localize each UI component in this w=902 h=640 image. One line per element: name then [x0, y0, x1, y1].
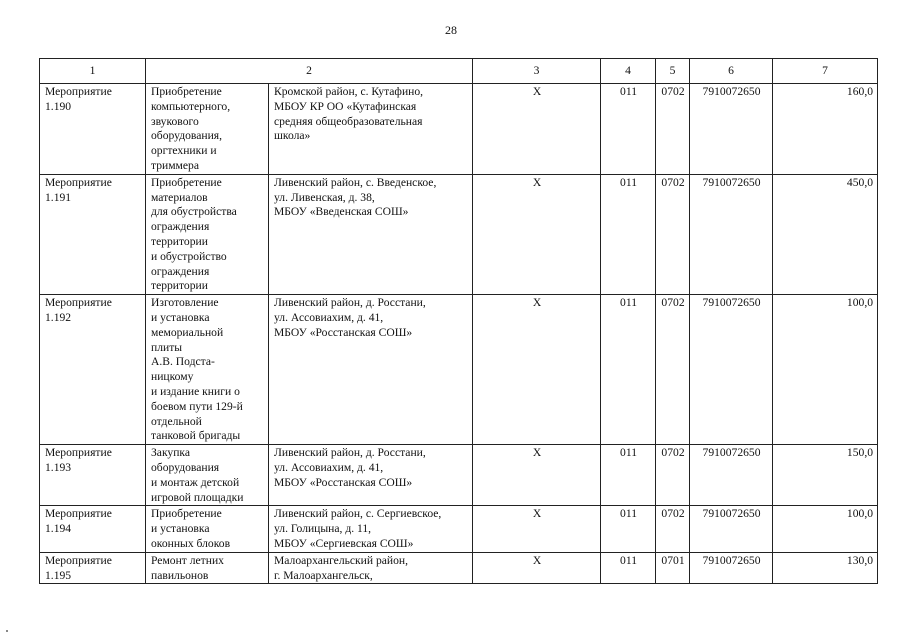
place-cell-line: средняя общеобразовательная: [274, 114, 423, 128]
description-cell-line: и установка: [151, 522, 210, 536]
place-cell-line: Кромской район, с. Кутафино,: [274, 85, 424, 98]
place-cell-line: МБОУ «Введенская СОШ»: [274, 205, 409, 219]
amount-cell: 150,0: [773, 445, 878, 506]
description-cell-line: боевом пути 129-й: [151, 399, 243, 413]
budget-table: [39, 58, 878, 584]
event-cell-line: 1.194: [45, 522, 72, 536]
description-cell: [146, 174, 269, 294]
table-row: [40, 295, 878, 445]
event-cell-line: 1.195: [45, 568, 72, 582]
event-cell-line: Мероприятие: [45, 175, 112, 189]
col3-cell: Х: [473, 84, 601, 175]
description-cell-line: ограждения: [151, 264, 210, 278]
amount-cell: 100,0: [773, 295, 878, 445]
place-cell-line: Ливенский район, д. Росстани,: [274, 296, 426, 310]
description-cell-line: отдельной: [151, 414, 202, 428]
header-row: [40, 59, 878, 84]
event-cell-line: 1.190: [45, 99, 72, 113]
col3-cell: Х: [473, 174, 601, 294]
col5-cell: 0702: [656, 174, 690, 294]
description-cell: [146, 552, 269, 584]
description-cell-line: оргтехники и: [151, 144, 217, 158]
place-cell-line: ул. Ливенская, д. 38,: [274, 190, 375, 204]
description-cell-line: Ремонт летних: [151, 553, 224, 567]
place-cell-line: г. Малоархангельск,: [274, 568, 373, 582]
amount-cell: 450,0: [773, 174, 878, 294]
table-row: [40, 84, 878, 175]
description-cell-line: оборудования: [151, 460, 220, 474]
description-cell-line: компьютерного,: [151, 99, 231, 113]
table-row: [40, 506, 878, 552]
table-row: [40, 174, 878, 294]
place-cell: [269, 295, 473, 445]
description-cell-line: А.В. Подста-: [151, 355, 215, 369]
event-cell-line: Мероприятие: [45, 553, 112, 567]
col4-cell: 011: [601, 295, 656, 445]
place-cell-line: МБОУ «Росстанская СОШ»: [274, 325, 413, 339]
description-cell-line: ницкому: [151, 370, 194, 384]
description-cell-line: Приобретение: [151, 175, 222, 189]
table-row: [40, 552, 878, 584]
description-cell-line: и установка: [151, 310, 210, 324]
description-cell-line: плиты: [151, 340, 183, 354]
place-cell-line: Ливенский район, с. Введенское,: [274, 175, 437, 189]
description-cell: [146, 295, 269, 445]
description-cell: [146, 84, 269, 175]
header-col-1: 1: [40, 59, 146, 84]
col6-cell: 7910072650: [690, 552, 773, 584]
table-row: [40, 445, 878, 506]
event-cell-line: Мероприятие: [45, 85, 112, 98]
event-cell-line: Мероприятие: [45, 507, 112, 521]
event-cell: [40, 506, 146, 552]
header-col-7: 7: [773, 59, 878, 84]
place-cell-line: ул. Ассовиахим, д. 41,: [274, 460, 384, 474]
col4-cell: 011: [601, 174, 656, 294]
event-cell-line: Мероприятие: [45, 296, 112, 310]
header-col-6: 6: [690, 59, 773, 84]
place-cell: [269, 84, 473, 175]
place-cell: [269, 445, 473, 506]
event-cell-line: 1.192: [45, 310, 72, 324]
col4-cell: 011: [601, 84, 656, 175]
event-cell: [40, 295, 146, 445]
description-cell-line: Закупка: [151, 446, 191, 460]
description-cell-line: Приобретение: [151, 507, 222, 521]
col5-cell: 0702: [656, 506, 690, 552]
description-cell-line: Изготовление: [151, 296, 219, 310]
event-cell-line: 1.193: [45, 460, 72, 474]
header-col-3: 3: [473, 59, 601, 84]
header-col-2: 2: [146, 59, 473, 84]
col4-cell: 011: [601, 506, 656, 552]
col6-cell: 7910072650: [690, 295, 773, 445]
amount-cell: 100,0: [773, 506, 878, 552]
description-cell-line: звукового: [151, 114, 199, 128]
description-cell-line: и издание книги о: [151, 384, 240, 398]
amount-cell: 160,0: [773, 84, 878, 175]
description-cell-line: оборудования,: [151, 129, 223, 143]
description-cell-line: и обустройство: [151, 249, 227, 263]
place-cell-line: Ливенский район, с. Сергиевское,: [274, 507, 442, 521]
description-cell-line: территории: [151, 234, 208, 248]
col6-cell: 7910072650: [690, 445, 773, 506]
event-cell: [40, 552, 146, 584]
place-cell-line: Ливенский район, д. Росстани,: [274, 446, 426, 460]
description-cell: [146, 445, 269, 506]
event-cell: [40, 84, 146, 175]
page-number: 28: [445, 23, 457, 37]
event-cell-line: 1.191: [45, 190, 72, 204]
description-cell-line: материалов: [151, 190, 208, 204]
place-cell: [269, 506, 473, 552]
header-col-4: 4: [601, 59, 656, 84]
place-cell-line: МБОУ «Сергиевская СОШ»: [274, 536, 414, 550]
place-cell-line: МБОУ «Росстанская СОШ»: [274, 475, 413, 489]
col3-cell: Х: [473, 506, 601, 552]
description-cell-line: для обустройства: [151, 205, 237, 219]
description-cell-line: территории: [151, 279, 208, 293]
description-cell-line: танковой бригады: [151, 429, 241, 443]
col3-cell: Х: [473, 445, 601, 506]
event-cell: [40, 174, 146, 294]
col3-cell: Х: [473, 552, 601, 584]
header-col-5: 5: [656, 59, 690, 84]
description-cell-line: Приобретение: [151, 85, 222, 98]
place-cell-line: школа»: [274, 129, 311, 143]
description-cell-line: оконных блоков: [151, 536, 231, 550]
col5-cell: 0701: [656, 552, 690, 584]
col4-cell: 011: [601, 552, 656, 584]
event-cell: [40, 445, 146, 506]
col5-cell: 0702: [656, 295, 690, 445]
col4-cell: 011: [601, 445, 656, 506]
col6-cell: 7910072650: [690, 174, 773, 294]
place-cell-line: ул. Ассовиахим, д. 41,: [274, 310, 384, 324]
description-cell: [146, 506, 269, 552]
col6-cell: 7910072650: [690, 506, 773, 552]
place-cell: [269, 552, 473, 584]
col5-cell: 0702: [656, 445, 690, 506]
place-cell-line: Малоархангельский район,: [274, 553, 409, 567]
col6-cell: 7910072650: [690, 84, 773, 175]
description-cell-line: мемориальной: [151, 325, 224, 339]
description-cell-line: и монтаж детской: [151, 475, 240, 489]
description-cell-line: павильонов: [151, 568, 209, 582]
place-cell: [269, 174, 473, 294]
description-cell-line: игровой площадки: [151, 490, 244, 504]
event-cell-line: Мероприятие: [45, 446, 112, 460]
scan-artifact: [6, 630, 8, 632]
col3-cell: Х: [473, 295, 601, 445]
amount-cell: 130,0: [773, 552, 878, 584]
description-cell-line: триммера: [151, 158, 199, 172]
place-cell-line: МБОУ КР ОО «Кутафинская: [274, 99, 417, 113]
col5-cell: 0702: [656, 84, 690, 175]
place-cell-line: ул. Голицына, д. 11,: [274, 522, 372, 536]
description-cell-line: ограждения: [151, 220, 210, 234]
